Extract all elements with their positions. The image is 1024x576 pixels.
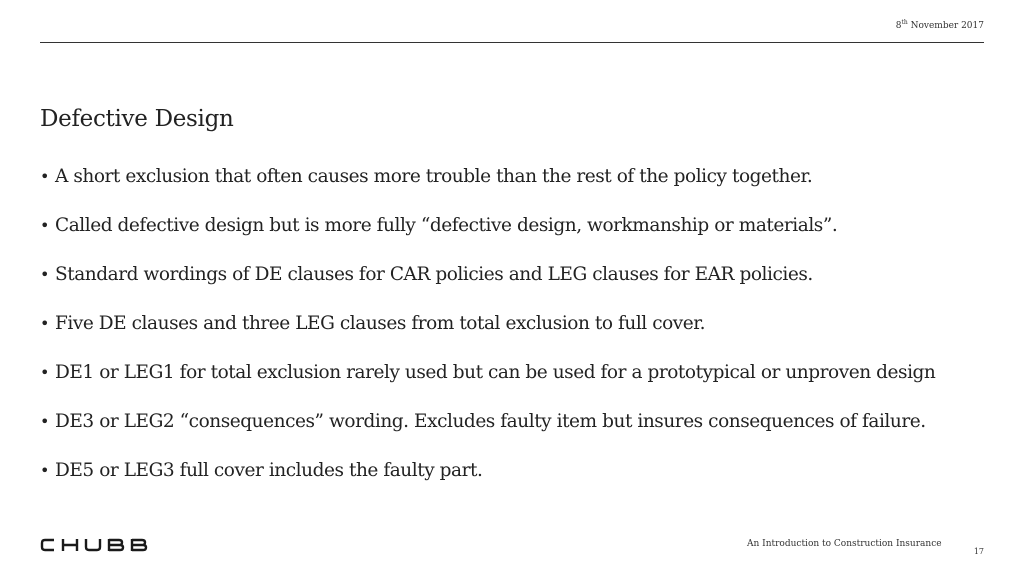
bullet-item xyxy=(40,264,984,313)
date-day: 8 xyxy=(895,21,902,31)
bullet-dot-icon: • xyxy=(40,216,49,235)
bullet-text: Standard wordings of DE clauses for CAR policies and LEG clauses for EAR policies. xyxy=(55,264,813,285)
bullet-item xyxy=(40,313,984,362)
bullet-text: DE1 or LEG1 for total exclusion rarely used but can be used for a prototypical or unproven design xyxy=(55,362,936,383)
bullet-dot-icon: • xyxy=(40,461,49,480)
bullet-dot-icon: • xyxy=(40,363,49,382)
bullet-text: DE3 or LEG2 “consequences” wording. Excludes faulty item but insures consequences of failure. xyxy=(55,411,926,432)
bullet-text: DE5 or LEG3 full cover includes the faulty part. xyxy=(55,460,483,481)
chubb-logo-icon xyxy=(40,538,148,552)
slide-date xyxy=(896,21,984,31)
date-suffix: th xyxy=(901,19,908,26)
bullet-item xyxy=(40,362,984,411)
slide-title: Defective Design xyxy=(40,106,234,132)
bullet-item xyxy=(40,166,984,215)
bullet-text: Called defective design but is more fully “defective design, workmanship or materials”. xyxy=(55,215,838,236)
bullet-text: A short exclusion that often causes more trouble than the rest of the policy together. xyxy=(55,166,813,187)
bullet-item xyxy=(40,460,984,509)
presentation-title: An Introduction to Construction Insurance xyxy=(747,539,942,549)
chubb-logo xyxy=(40,538,148,554)
bullet-dot-icon: • xyxy=(40,314,49,333)
date-rest: November 2017 xyxy=(907,21,984,31)
bullet-list xyxy=(40,166,984,509)
bullet-item xyxy=(40,411,984,460)
bullet-dot-icon: • xyxy=(40,412,49,431)
bullet-dot-icon: • xyxy=(40,167,49,186)
bullet-text: Five DE clauses and three LEG clauses from total exclusion to full cover. xyxy=(55,313,706,334)
header-divider xyxy=(40,42,984,43)
bullet-item xyxy=(40,215,984,264)
bullet-dot-icon: • xyxy=(40,265,49,284)
page-number: 17 xyxy=(973,547,984,556)
